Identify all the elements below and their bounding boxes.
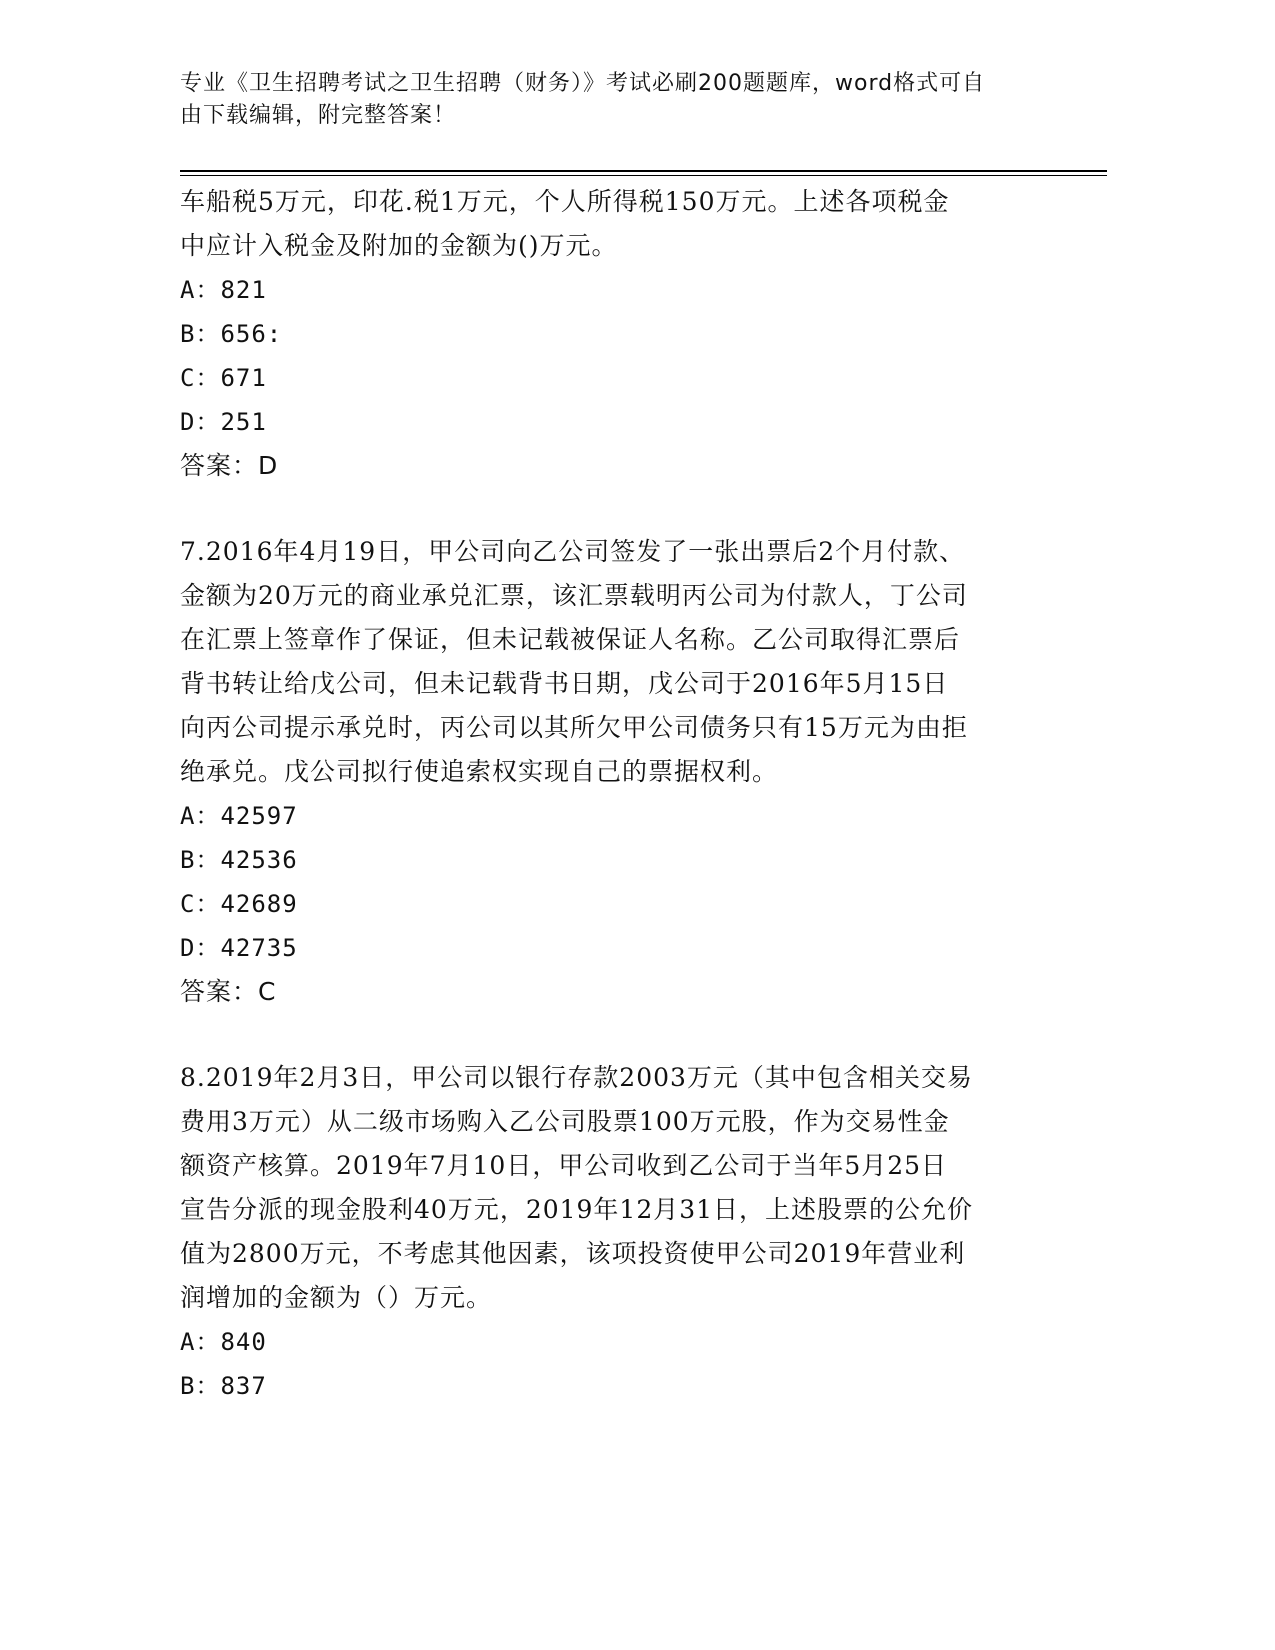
question-stem-line: 金额为20万元的商业承兑汇票，该汇票载明丙公司为付款人，丁公司 — [180, 581, 968, 610]
question-7 — [180, 530, 1050, 1014]
header-rule-thick — [180, 170, 1107, 172]
question-stem-line: 7.2016年4月19日，甲公司向乙公司签发了一张出票后2个月付款、 — [180, 537, 966, 566]
question-stem-line: 润增加的金额为（）万元。 — [180, 1283, 493, 1312]
option-d: D：42735 — [180, 934, 298, 962]
document-header — [180, 68, 1060, 132]
question-stem-line: 车船税5万元，印花.税1万元，个人所得税150万元。上述各项税金 — [180, 187, 950, 216]
option-a: A：840 — [180, 1328, 267, 1356]
option-b: B：42536 — [180, 846, 298, 874]
option-c: C：671 — [180, 364, 267, 392]
question-stem-line: 向丙公司提示承兑时，丙公司以其所欠甲公司债务只有15万元为由拒 — [180, 713, 968, 742]
option-b: B：837 — [180, 1372, 267, 1400]
question-stem-line: 宣告分派的现金股利40万元，2019年12月31日，上述股票的公允价 — [180, 1195, 974, 1224]
question-stem-line: 背书转让给戊公司，但未记载背书日期，戊公司于2016年5月15日 — [180, 669, 949, 698]
option-d: D：251 — [180, 408, 267, 436]
question-6 — [180, 180, 1050, 488]
question-stem-line: 8.2019年2月3日，甲公司以银行存款2003万元（其中包含相关交易 — [180, 1063, 973, 1092]
option-c: C：42689 — [180, 890, 298, 918]
option-b: B：656: — [180, 320, 283, 348]
option-a: A：821 — [180, 276, 267, 304]
header-title-line-1: 专业《卫生招聘考试之卫生招聘（财务）》考试必刷200题题库，word格式可自 — [180, 71, 986, 96]
question-stem-line: 在汇票上签章作了保证，但未记载被保证人名称。乙公司取得汇票后 — [180, 625, 961, 654]
question-stem-line: 费用3万元）从二级市场购入乙公司股票100万元股，作为交易性金 — [180, 1107, 950, 1136]
header-title-line-2: 由下载编辑，附完整答案！ — [180, 103, 457, 128]
question-stem-line: 值为2800万元，不考虑其他因素，该项投资使甲公司2019年营业利 — [180, 1239, 966, 1268]
option-a: A：42597 — [180, 802, 298, 830]
question-stem-line: 中应计入税金及附加的金额为()万元。 — [180, 231, 618, 260]
question-8 — [180, 1056, 1050, 1408]
header-rule-thin — [180, 175, 1107, 176]
question-stem-line: 绝承兑。戊公司拟行使追索权实现自己的票据权利。 — [180, 757, 779, 786]
question-stem-line: 额资产核算。2019年7月10日，甲公司收到乙公司于当年5月25日 — [180, 1151, 948, 1180]
answer-line: 答案：D — [180, 451, 279, 480]
answer-line: 答案：C — [180, 977, 277, 1006]
question-list — [180, 180, 1050, 1408]
